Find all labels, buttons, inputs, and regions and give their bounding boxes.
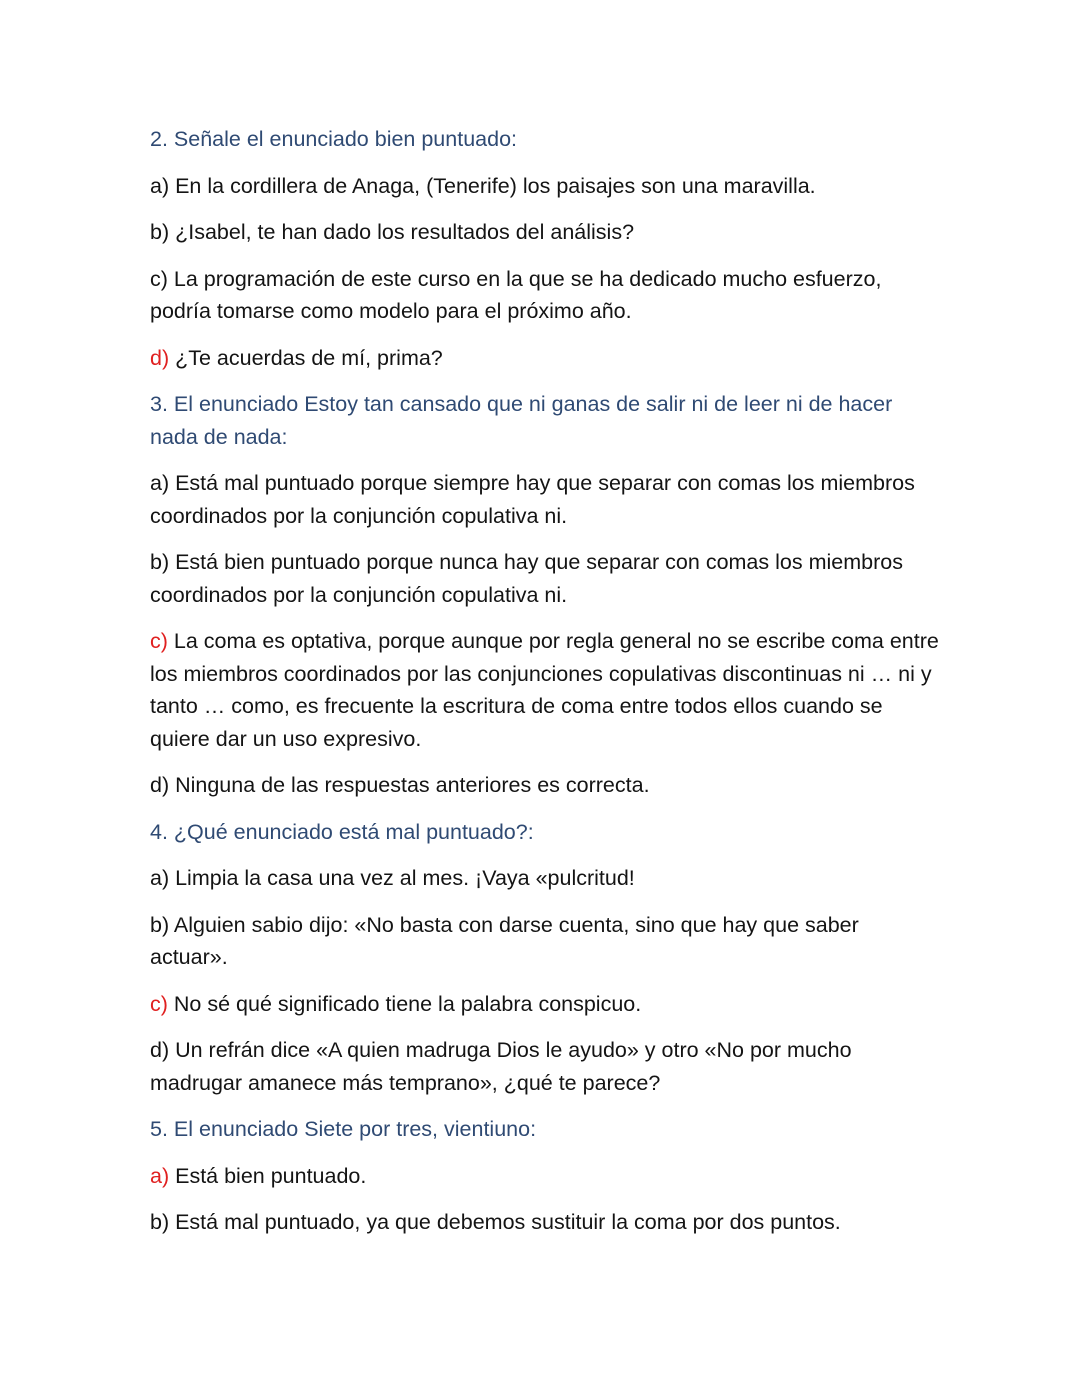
question-2-option-d [150,342,940,375]
question-2-option-c: c) La programación de este curso en la que se ha dedicado mucho esfuerzo, podría tomarse como modelo para el próximo año. [150,266,882,323]
question-4-option-d: d) Un refrán dice «A quien madruga Dios le ayudo» y otro «No por mucho madrugar amanece más temprano», ¿qué te parece? [150,1038,852,1095]
question-4-option-c [150,988,940,1021]
question-3-option-c [150,625,940,755]
question-2-option-a: a) En la cordillera de Anaga, (Tenerife) los paisajes son una maravilla. [150,173,816,198]
question-2-option-b: b) ¿Isabel, te han dado los resultados del análisis? [150,220,635,244]
question-5-option-b: b) Está mal puntuado, ya que debemos sustituir la coma por dos puntos. [150,1210,841,1234]
option-text: No sé qué significado tiene la palabra conspicuo. [167,991,642,1016]
question-5-title: 5. El enunciado Siete por tres, vientiuno: [150,1117,537,1141]
option-text: Está bien puntuado. [169,1163,367,1188]
question-4-option-b: b) Alguien sabio dijo: «No basta con darse cuenta, sino que hay que saber actuar». [150,912,859,969]
quiz-document [150,123,940,1253]
option-text: ¿Te acuerdas de mí, prima? [169,345,443,370]
correct-answer-letter: a) [150,1163,170,1188]
question-3-title: 3. El enunciado Estoy tan cansado que ni ganas de salir ni de leer ni de hacer nada de nada: [150,392,893,449]
correct-answer-letter: c) [150,629,168,653]
correct-answer-letter: c) [150,991,168,1016]
question-4-option-a: a) Limpia la casa una vez al mes. ¡Vaya «pulcritud! [150,866,635,890]
option-text: La coma es optativa, porque aunque por regla general no se escribe coma entre los miembros coordinados por las conjunciones copulativas discontinuas ni … ni y tanto … como, es frecuente la escritura de coma entre todos ellos cuando se quiere dar un uso expresivo. [150,629,939,751]
question-3-option-a: a) Está mal puntuado porque siempre hay que separar con comas los miembros coordinados por la conjunción copulativa ni. [150,471,915,528]
question-3-option-b: b) Está bien puntuado porque nunca hay que separar con comas los miembros coordinados por la conjunción copulativa ni. [150,550,903,607]
question-2-title: 2. Señale el enunciado bien puntuado: [150,127,518,151]
question-5-option-a [150,1160,940,1193]
question-4-title: 4. ¿Qué enunciado está mal puntuado?: [150,819,534,844]
question-3-option-d: d) Ninguna de las respuestas anteriores es correcta. [150,773,650,797]
correct-answer-letter: d) [150,345,170,370]
